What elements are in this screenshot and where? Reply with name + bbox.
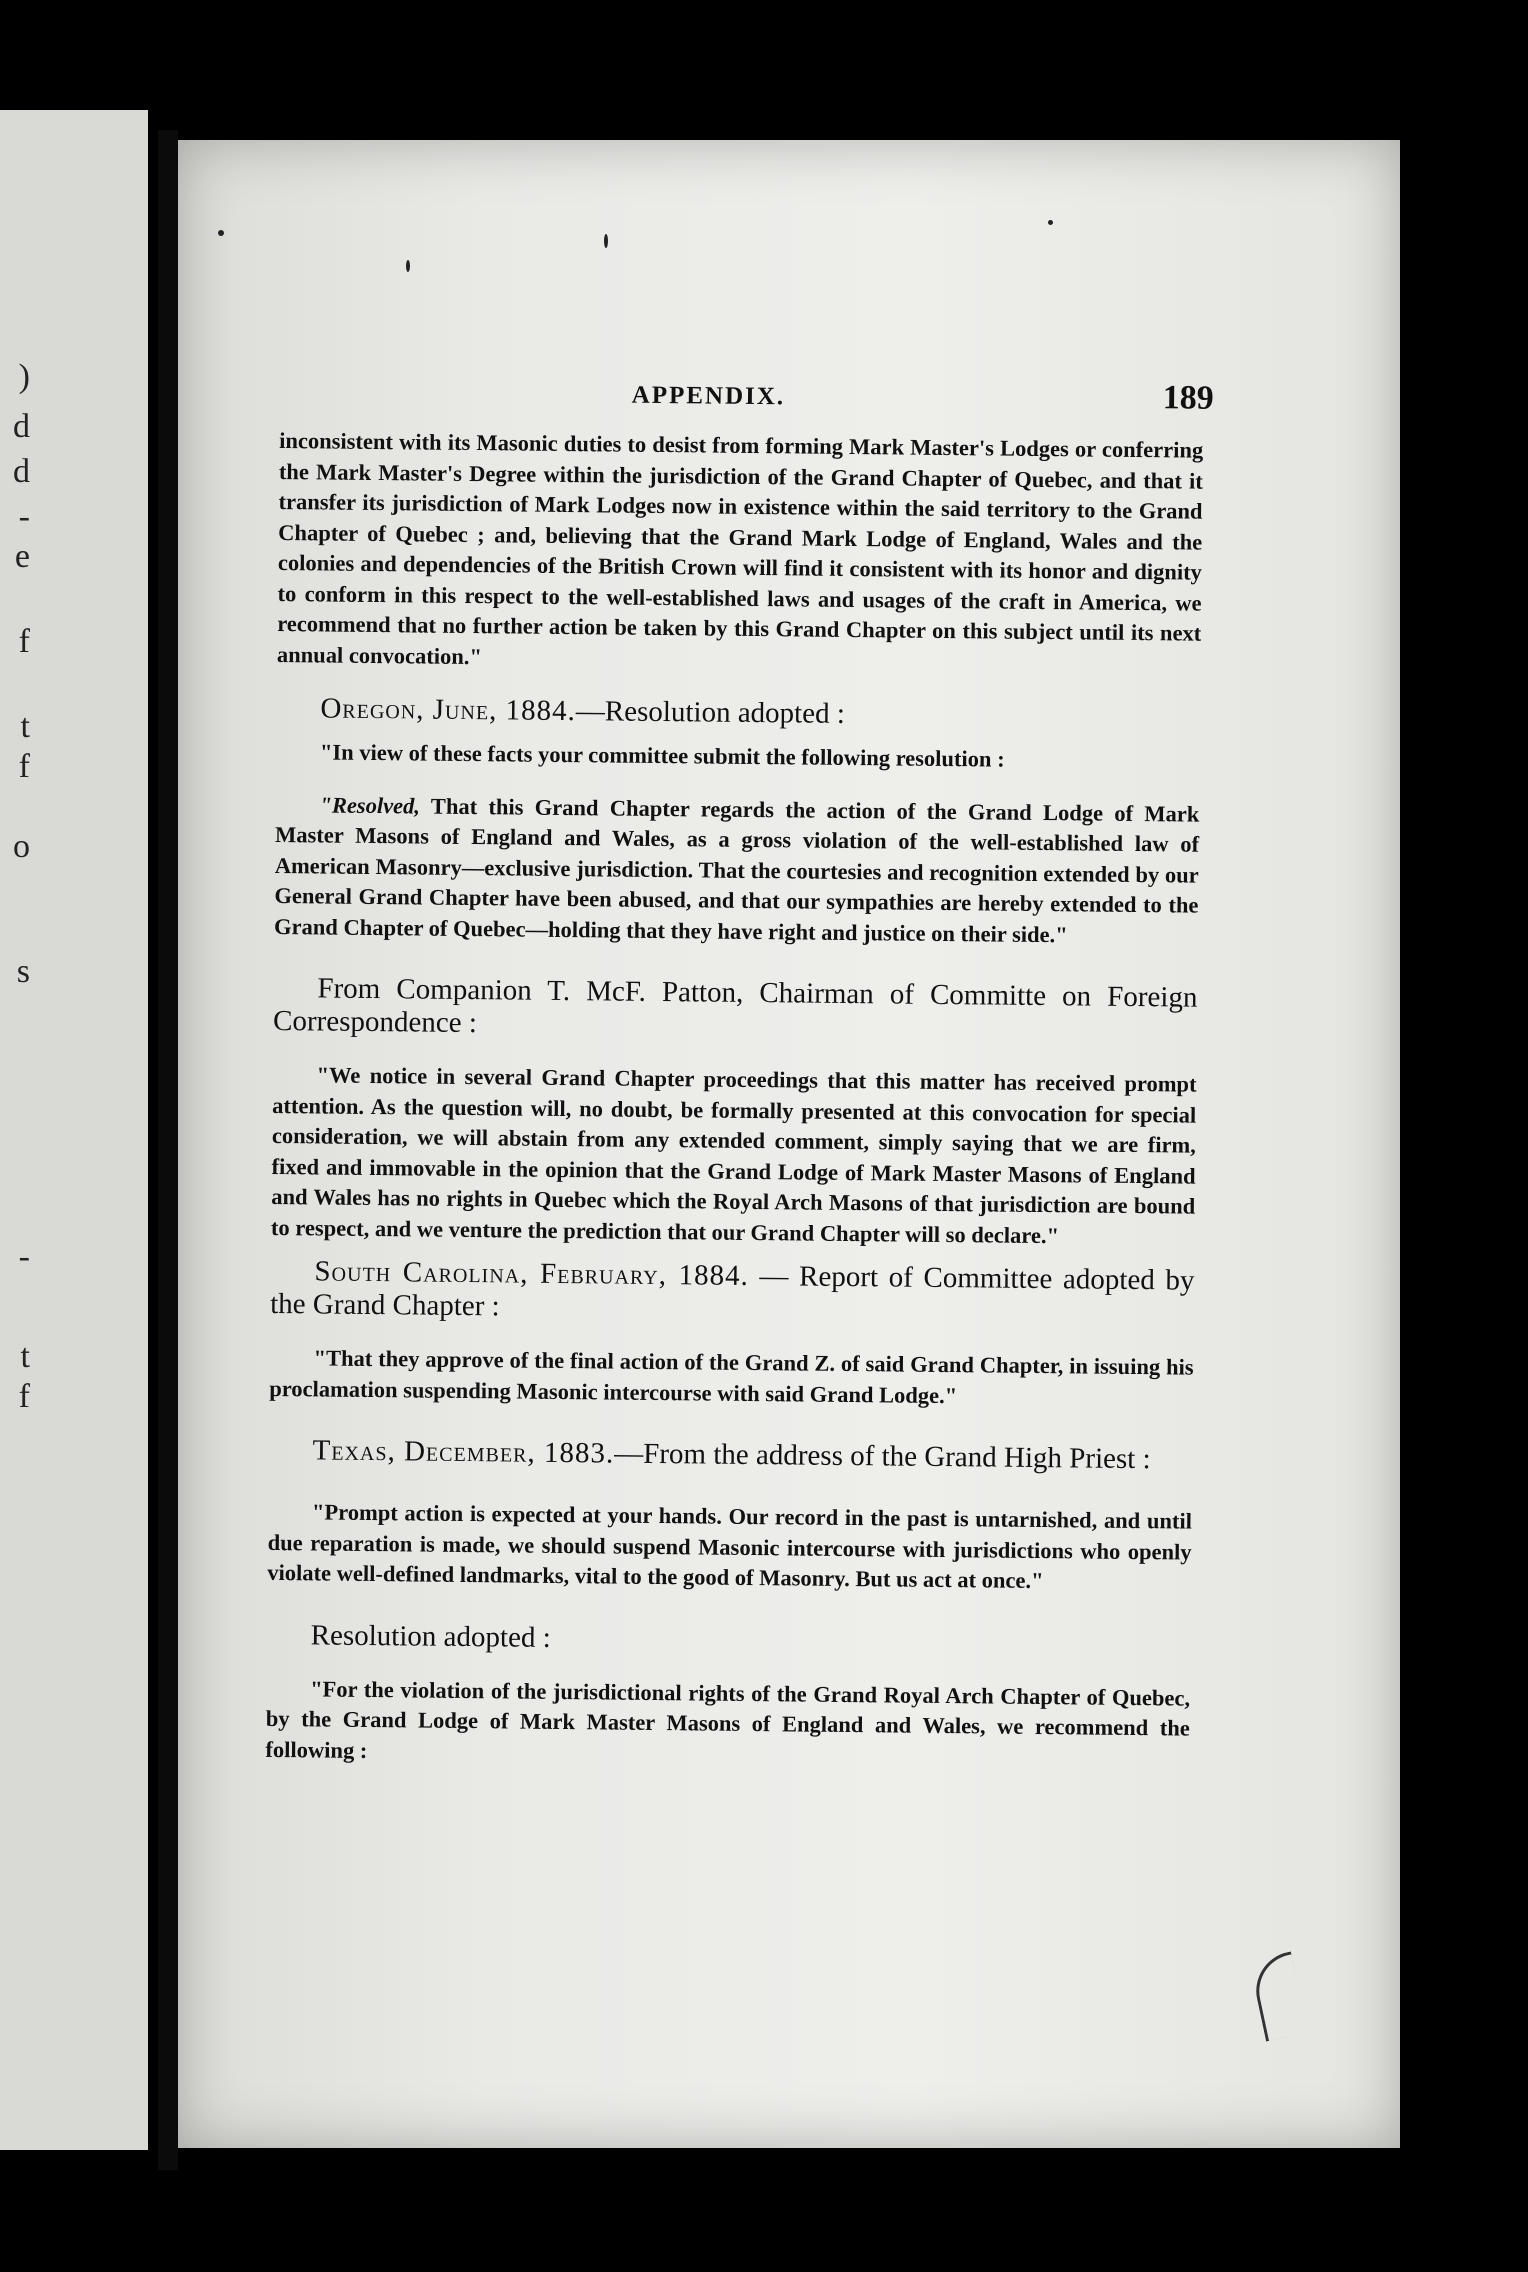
pencil-margin-mark bbox=[1249, 1951, 1308, 2041]
prev-page-fragment: - bbox=[18, 1238, 30, 1275]
prev-page-fragment: o bbox=[13, 828, 30, 865]
quote-oregon-resolution bbox=[274, 789, 1200, 951]
page-number: 189 bbox=[1162, 379, 1214, 417]
prev-page-fragment: f bbox=[18, 748, 30, 785]
running-title: APPENDIX. bbox=[631, 381, 786, 411]
heading-smallcaps: Oregon, June, 1884. bbox=[320, 692, 577, 728]
prev-page-fragment: t bbox=[20, 1338, 30, 1375]
document-page bbox=[178, 140, 1400, 2148]
quote-resolution: "For the violation of the jurisdictional rights of the Grand Royal Arch Chapter of Quebec, by the Grand Lodge of Mark Master Masons of England and Wales, we recommend the following : bbox=[265, 1675, 1191, 1763]
prev-page-fragment: - bbox=[18, 498, 30, 535]
running-head bbox=[279, 366, 1214, 436]
prev-page-fragment: f bbox=[18, 1378, 30, 1415]
paragraph-continuation: inconsistent with its Masonic duties to desist from forming Mark Master's Lodges or conferring the Mark Master's Degree within the jurisdiction of the Grand Chapter of Quebec, and that it transfer its jurisdiction of Mark Lodges now in existence within the said territory to the Grand Chapter of Quebec ; and, believing that the Grand Mark Lodge of England, Wales and the colonies and dependencies of the British Crown will find it consistent with its honor and dignity to conform in this respect to the well-established laws and usages of the craft in America, we recommend that no further action be taken by this Grand Chapter on this subject until its next annual convocation." bbox=[276, 427, 1204, 669]
quote-oregon-intro: "In view of these facts your committee submit the following resolution : bbox=[319, 739, 1005, 772]
resolved-italic: "Resolved, bbox=[319, 791, 421, 818]
heading-rest: —Resolution adopted : bbox=[575, 695, 846, 730]
heading-rest: — Report of Committee adopted by the Grand Chapter : bbox=[270, 1259, 1195, 1323]
prev-page-fragment: d bbox=[13, 453, 30, 490]
prev-page-fragment: e bbox=[14, 538, 30, 575]
section-heading-oregon bbox=[276, 692, 1200, 735]
page-content bbox=[265, 366, 1214, 1775]
print-speck bbox=[406, 260, 410, 272]
print-speck bbox=[218, 230, 224, 236]
prev-page-fragment: s bbox=[16, 953, 30, 990]
quote-texas: "Prompt action is expected at your hands. Our record in the past is untarnished, and until due reparation is made, we should suspend Masonic intercourse with jurisdictions who openly violate well-defined landmarks, vital to the good of Masonry. But us act at once." bbox=[267, 1499, 1193, 1594]
prev-page-fragment: f bbox=[18, 623, 30, 660]
resolution-text: That this Grand Chapter regards the action of the Grand Lodge of Mark Master Masons of England and Wales, as a gross violation of the well-established law of American Masonry—exclusive jurisdiction. That the courtesies and recognition extended by our General Grand Chapter have been abused, and that our sympathies are hereby extended to the Grand Chapter of Quebec—holding that they have right and justice on their side." bbox=[274, 792, 1200, 947]
quote-patton: "We notice in several Grand Chapter proceedings that this matter has received prompt attention. As the question will, no doubt, be formally presented at this convocation for special consideration, we will abstain from any extended comment, simply saying that we are firm, fixed and immovable in the opinion that the Grand Lodge of Mark Master Masons of England and Wales has no rights in Quebec which the Royal Arch Masons of that jurisdiction are bound to respect, and we venture the prediction that our Grand Chapter will so declare." bbox=[270, 1062, 1197, 1248]
print-speck bbox=[604, 234, 608, 248]
section-heading-patton: From Companion T. McF. Patton, Chairman of Committe on Foreign Correspondence : bbox=[272, 972, 1198, 1040]
prev-page-fragment: t bbox=[20, 708, 30, 745]
section-heading-texas bbox=[268, 1434, 1192, 1477]
heading-rest: —From the address of the Grand High Priest : bbox=[614, 1437, 1151, 1476]
section-heading-resolution: Resolution adopted : bbox=[310, 1618, 551, 1654]
heading-smallcaps: Texas, December, 1883. bbox=[312, 1434, 615, 1470]
print-speck bbox=[1048, 220, 1053, 225]
quote-south-carolina: "That they approve of the final action of the Grand Z. of said Grand Chapter, in issuing his proclamation suspending Masonic intercourse with said Grand Lodge." bbox=[269, 1345, 1194, 1408]
previous-page-edge bbox=[0, 110, 148, 2150]
prev-page-fragment: ) bbox=[18, 358, 30, 395]
prev-page-fragment: d bbox=[13, 408, 30, 445]
page-gutter bbox=[158, 130, 178, 2170]
section-heading-south-carolina bbox=[270, 1255, 1195, 1331]
heading-smallcaps: South Carolina, February, 1884. bbox=[314, 1255, 749, 1292]
